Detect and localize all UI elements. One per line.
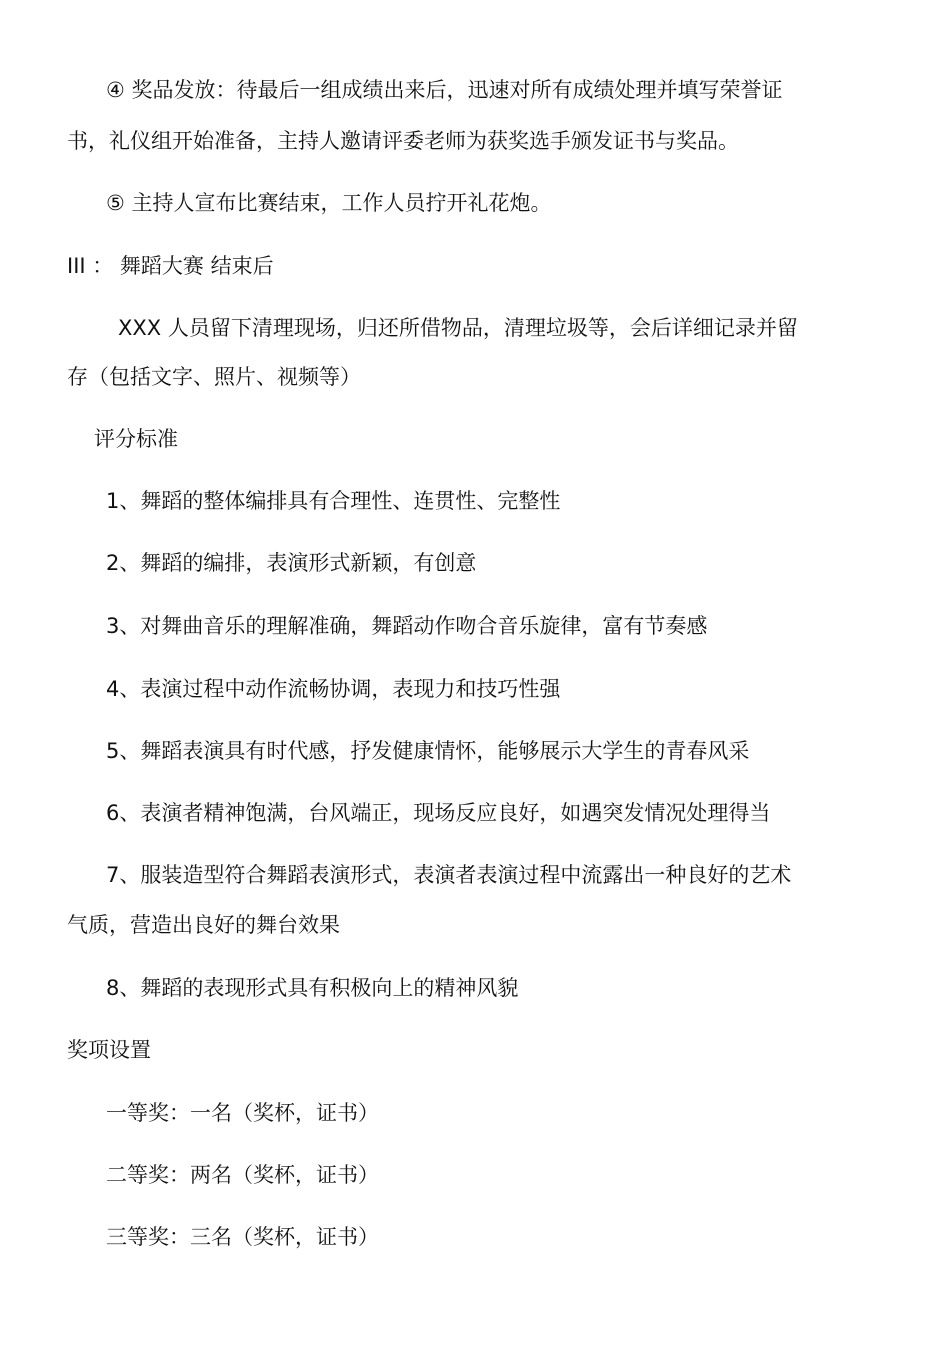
award-item: 三等奖：三名（奖杯，证书） (106, 1225, 379, 1249)
scoring-item: 8、舞蹈的表现形式具有积极向上的精神风貌 (106, 976, 519, 1000)
section-iii-heading: III ： 舞蹈大赛 结束后 (67, 254, 274, 278)
award-item: 一等奖：一名（奖杯，证书） (106, 1101, 379, 1125)
scoring-heading: 评分标准 (94, 427, 178, 451)
section-iii-body-line2: 存（包括文字、照片、视频等） (67, 365, 361, 389)
prize-step-4-line1: ④ 奖品发放：待最后一组成绩出来后，迅速对所有成绩处理并填写荣誉证 (106, 78, 783, 102)
scoring-item: 6、表演者精神饱满，台风端正，现场反应良好，如遇突发情况处理得当 (106, 801, 771, 825)
section-iii-body-line1: XXX 人员留下清理现场，归还所借物品，清理垃圾等，会后详细记录并留 (118, 316, 798, 340)
scoring-item: 2、舞蹈的编排，表演形式新颖，有创意 (106, 551, 477, 575)
awards-heading: 奖项设置 (67, 1038, 151, 1062)
scoring-item: 4、表演过程中动作流畅协调，表现力和技巧性强 (106, 677, 561, 701)
scoring-item: 1、舞蹈的整体编排具有合理性、连贯性、完整性 (106, 489, 561, 513)
scoring-item: 3、对舞曲音乐的理解准确，舞蹈动作吻合音乐旋律，富有节奏感 (106, 614, 708, 638)
scoring-item-7-line2: 气质，营造出良好的舞台效果 (67, 913, 340, 937)
scoring-item: 7、服装造型符合舞蹈表演形式，表演者表演过程中流露出一种良好的艺术 (106, 863, 792, 887)
scoring-item: 5、舞蹈表演具有时代感，抒发健康情怀，能够展示大学生的青春风采 (106, 739, 750, 763)
prize-step-5: ⑤ 主持人宣布比赛结束，工作人员拧开礼花炮。 (106, 191, 552, 215)
award-item: 二等奖：两名（奖杯，证书） (106, 1163, 379, 1187)
prize-step-4-line2: 书，礼仪组开始准备，主持人邀请评委老师为获奖选手颁发证书与奖品。 (67, 129, 739, 153)
